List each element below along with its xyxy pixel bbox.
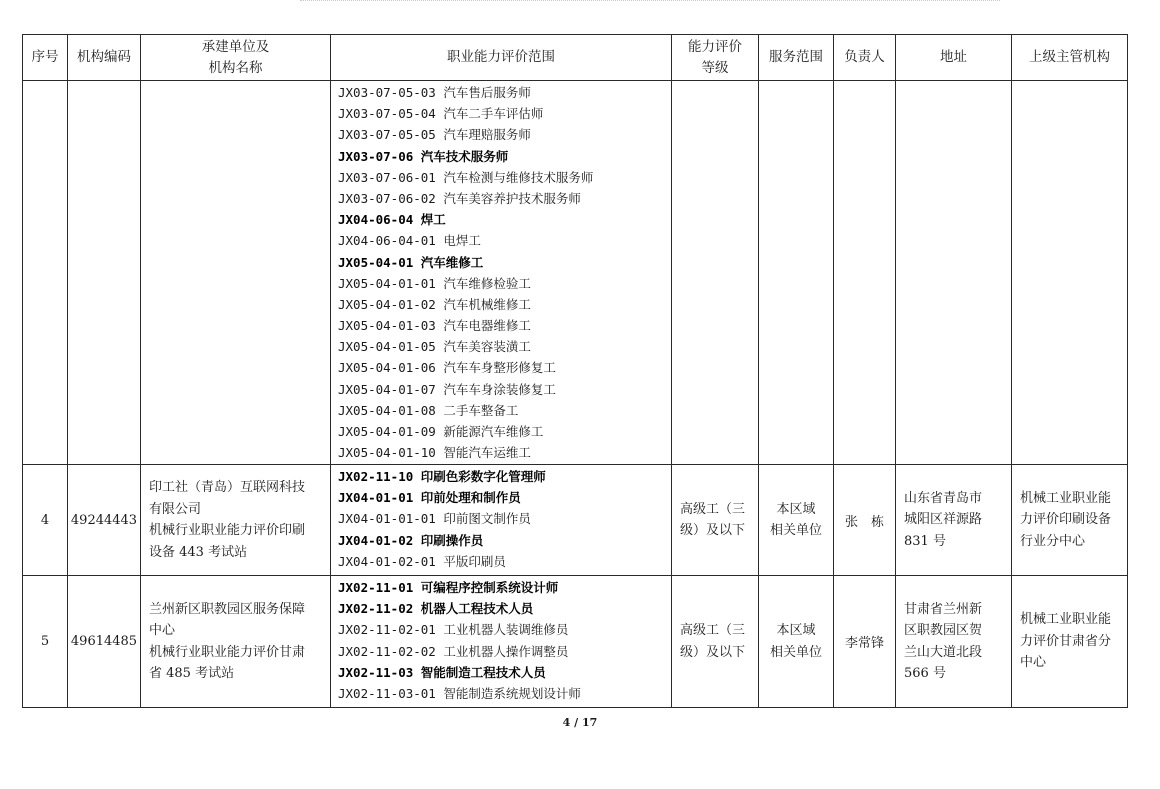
cell-seq — [23, 81, 68, 465]
table-row — [23, 465, 1128, 576]
cell-level-line: 级）及以下 — [680, 644, 746, 660]
cell-person — [834, 81, 896, 465]
scan-artifact — [300, 0, 1000, 5]
cell-superior-line: 中心 — [1020, 655, 1047, 671]
page-number: 4 / 17 — [562, 716, 598, 729]
scope-category: JX02-11-01 可编程序控制系统设计师 — [338, 580, 559, 595]
scope-item: JX04-01-01-01 印前图文制作员 — [338, 511, 531, 527]
cell-superior — [1012, 81, 1128, 465]
scope-category: JX04-01-01 印前处理和制作员 — [338, 490, 521, 506]
scope-item: JX05-04-01-01 汽车维修检验工 — [338, 275, 531, 291]
header-person: 负责人 — [834, 35, 896, 81]
cell-service — [759, 465, 834, 576]
cell-address-line: 甘肃省兰州新 — [904, 601, 983, 617]
cell-address-line: 兰山大道北段 — [904, 644, 983, 660]
cell-unit-line: 中心 — [149, 623, 176, 638]
header-unit-line1: 承建单位及 — [201, 38, 270, 55]
scope-item: JX05-04-01-10 智能汽车运维工 — [338, 445, 531, 461]
cell-code: 49244443 — [68, 465, 141, 576]
scope-item: JX03-07-05-05 汽车理赔服务师 — [338, 127, 531, 143]
cell-superior — [1012, 576, 1128, 708]
scope-category: JX02-11-03 智能制造工程技术人员 — [338, 664, 546, 680]
cell-superior-line: 力评价印刷设备 — [1020, 512, 1112, 528]
cell-address — [896, 81, 1012, 465]
cell-person: 张 栋 — [834, 465, 896, 576]
cell-seq: 5 — [23, 576, 68, 708]
cell-service-line: 本区域 — [776, 501, 816, 517]
cell-code: 49614485 — [68, 576, 141, 708]
header-level-line2: 等级 — [701, 59, 729, 76]
scope-category: JX02-11-10 印刷色彩数字化管理师 — [338, 469, 546, 484]
scope-item: JX05-04-01-03 汽车电器维修工 — [338, 318, 531, 334]
cell-address — [896, 576, 1012, 708]
cell-address-line: 城阳区祥源路 — [904, 512, 983, 528]
cell-service-line: 相关单位 — [769, 644, 822, 660]
scope-item: JX05-04-01-05 汽车美容装潢工 — [338, 339, 531, 355]
scope-item: JX05-04-01-06 汽车车身整形修复工 — [338, 360, 556, 376]
cell-unit-line: 设备 443 考试站 — [149, 544, 248, 560]
table-row — [23, 81, 1128, 465]
table-row — [23, 576, 1128, 708]
header-level-line1: 能力评价 — [688, 38, 742, 55]
scope-item: JX05-04-01-02 汽车机械维修工 — [338, 296, 531, 312]
header-scope: 职业能力评价范围 — [331, 35, 672, 81]
cell-superior — [1012, 465, 1128, 576]
cell-unit-line: 有限公司 — [149, 501, 202, 517]
cell-unit — [141, 576, 331, 708]
header-service: 服务范围 — [759, 35, 834, 81]
cell-code — [68, 81, 141, 465]
cell-seq: 4 — [23, 465, 68, 576]
cell-address — [896, 465, 1012, 576]
cell-unit-line: 印工社（青岛）互联网科技 — [149, 480, 306, 495]
scope-category: JX03-07-06 汽车技术服务师 — [338, 148, 509, 164]
cell-scope — [331, 81, 672, 465]
cell-service — [759, 576, 834, 708]
scope-item: JX03-07-06-01 汽车检测与维修技术服务师 — [338, 169, 594, 185]
cell-unit-line: 省 485 考试站 — [149, 666, 235, 681]
scope-item: JX04-01-02-01 平版印刷员 — [338, 553, 506, 569]
cell-address-line: 山东省青岛市 — [904, 490, 983, 506]
cell-unit — [141, 465, 331, 576]
header-seq: 序号 — [23, 35, 68, 81]
scope-category: JX05-04-01 汽车维修工 — [338, 254, 484, 270]
scope-item: JX03-07-05-04 汽车二手车评估师 — [338, 106, 544, 122]
cell-level-line: 高级工（三 — [680, 501, 746, 517]
cell-superior-line: 行业分中心 — [1020, 533, 1086, 549]
cell-level — [672, 81, 759, 465]
scope-item: JX03-07-05-03 汽车售后服务师 — [338, 85, 531, 100]
cell-unit-line: 机械行业职业能力评价印刷 — [149, 523, 306, 538]
cell-service-line: 相关单位 — [769, 523, 822, 538]
cell-superior-line: 力评价甘肃省分 — [1020, 633, 1112, 649]
scope-item: JX03-07-06-02 汽车美容养护技术服务师 — [338, 190, 581, 206]
scope-category: JX04-06-04 焊工 — [338, 212, 446, 228]
header-unit-line2: 机构名称 — [208, 59, 263, 76]
cell-level-line: 级）及以下 — [680, 523, 746, 538]
table-header-row — [23, 35, 1128, 81]
scope-category: JX02-11-02 机器人工程技术人员 — [338, 601, 534, 617]
cell-unit-line: 兰州新区职教园区服务保障 — [149, 601, 306, 617]
cell-level — [672, 576, 759, 708]
cell-scope — [331, 465, 672, 576]
cell-unit-line: 机械行业职业能力评价甘肃 — [149, 644, 306, 660]
header-unit — [141, 35, 331, 81]
cell-superior-line: 机械工业职业能 — [1020, 490, 1112, 506]
scope-category: JX04-01-02 印刷操作员 — [338, 532, 484, 548]
scope-item: JX02-11-02-01 工业机器人装调维修员 — [338, 622, 569, 638]
cell-superior-line: 机械工业职业能 — [1020, 612, 1112, 628]
scope-item: JX02-11-03-01 智能制造系统规划设计师 — [338, 685, 581, 701]
header-address: 地址 — [896, 35, 1012, 81]
institution-table — [22, 34, 1128, 708]
cell-service — [759, 81, 834, 465]
scope-item: JX05-04-01-08 二手车整备工 — [338, 402, 519, 418]
cell-address-line: 566 号 — [904, 666, 946, 681]
header-code: 机构编码 — [68, 35, 141, 81]
header-level — [672, 35, 759, 81]
header-superior: 上级主管机构 — [1012, 35, 1128, 81]
cell-level — [672, 465, 759, 576]
cell-address-line: 区职教园区贺 — [904, 623, 983, 638]
scope-item: JX05-04-01-09 新能源汽车维修工 — [338, 424, 544, 439]
cell-address-line: 831 号 — [904, 533, 946, 549]
scope-item: JX05-04-01-07 汽车车身涂装修复工 — [338, 381, 556, 397]
cell-scope — [331, 576, 672, 708]
cell-person: 李常锋 — [834, 576, 896, 708]
table-body — [23, 81, 1128, 708]
cell-level-line: 高级工（三 — [680, 623, 746, 638]
scope-item: JX04-06-04-01 电焊工 — [338, 233, 481, 249]
scope-item: JX02-11-02-02 工业机器人操作调整员 — [338, 643, 569, 659]
cell-unit — [141, 81, 331, 465]
cell-service-line: 本区域 — [776, 623, 816, 638]
